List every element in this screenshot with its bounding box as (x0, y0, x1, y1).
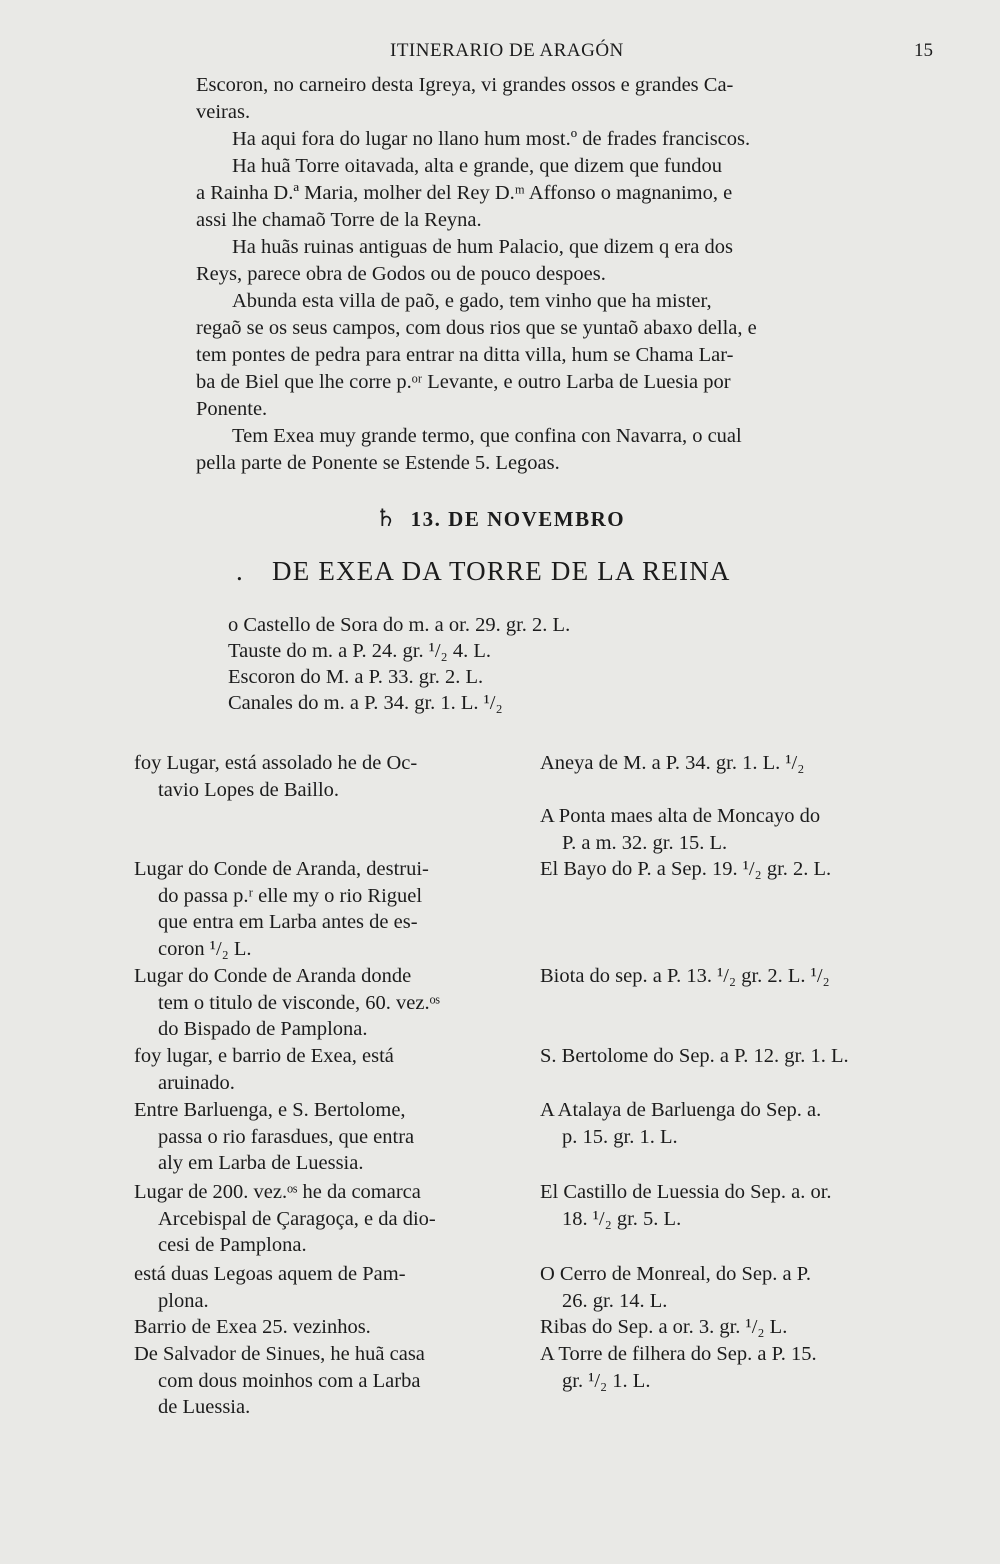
note-line: com dous moinhos com a Larba (158, 1369, 421, 1392)
route-title-dot: . (236, 556, 244, 586)
paragraph (196, 234, 840, 288)
bearing-entry (540, 1043, 895, 1070)
paragraph (196, 72, 840, 126)
bearing-line: O Cerro de Monreal, do Sep. a P. (540, 1263, 812, 1285)
bearing-line: P. a m. 32. gr. 15. L. (562, 831, 728, 854)
note-entry (134, 1179, 488, 1259)
running-title: ITINERARIO DE ARAGÓN (390, 40, 624, 61)
note-line: tavio Lopes de Baillo. (158, 778, 340, 801)
text-line: Abunda esta villa de paõ, e gado, tem vinho que ha mister, (232, 290, 712, 312)
note-line: foy lugar, e barrio de Exea, está (134, 1045, 394, 1067)
bearing-line: A Atalaya de Barluenga do Sep. a. (540, 1099, 822, 1121)
bearing-line: 26. gr. 14. L. (562, 1289, 668, 1312)
page-number: 15 (914, 40, 933, 61)
text-line: ba de Biel que lhe corre p.ᵒʳ Levante, e outro Larba de Luesia por (196, 371, 731, 393)
bearing-line: A Ponta maes alta de Moncayo do (540, 805, 821, 827)
text-line: Ha huãs ruinas antiguas de hum Palacio, que dizem q era dos (232, 236, 733, 258)
note-entry (134, 1097, 488, 1177)
bearing-line: Aneya de M. a P. 34. gr. 1. L. ¹/₂ (540, 752, 805, 774)
bearing-entry (540, 1097, 895, 1150)
note-line: do Bispado de Pamplona. (158, 1018, 368, 1040)
note-line: plona. (158, 1289, 209, 1312)
note-entry (134, 856, 488, 962)
paragraph (196, 423, 840, 477)
text-line: regaõ se os seus campos, com dous rios que se yuntaõ abaxo della, e (196, 317, 757, 339)
note-line: cesi de Pamplona. (158, 1234, 307, 1256)
note-entry (134, 1341, 488, 1421)
text-line: pella parte de Ponente se Estende 5. Legoas. (196, 452, 560, 474)
note-line: De Salvador de Sinues, he huã casa (134, 1343, 425, 1365)
text-line: a Rainha D.ª Maria, molher del Rey D.ᵐ Affonso o magnanimo, e (196, 182, 733, 204)
bearing-line: Biota do sep. a P. 13. ¹/₂ gr. 2. L. ¹/₂ (540, 965, 830, 987)
bearing-entry (540, 1261, 895, 1314)
note-line: foy Lugar, está assolado he de Oc- (134, 752, 418, 774)
bearing-entry (540, 1179, 895, 1232)
note-line: Entre Barluenga, e S. Bertolome, (134, 1099, 406, 1121)
note-line: coron ¹/₂ L. (158, 937, 252, 960)
paragraph (196, 126, 840, 153)
bearing-line: Ribas do Sep. a or. 3. gr. ¹/₂ L. (540, 1316, 788, 1338)
note-entry (134, 750, 488, 803)
bearing-line: o Castello de Sora do m. a or. 29. gr. 2. L. (228, 614, 571, 636)
note-line: Lugar de 200. vez.ᵒˢ he da comarca (134, 1181, 421, 1203)
note-line: Arcebispal de Çaragoça, e da dio- (158, 1207, 436, 1230)
note-line: aly em Larba de Luessia. (158, 1152, 364, 1174)
note-line: de Luessia. (158, 1396, 251, 1418)
running-head (0, 40, 1000, 66)
date-heading (0, 504, 1000, 533)
saturn-symbol-icon: ♄ (374, 506, 398, 532)
note-line: tem o titulo de visconde, 60. vez.ᵒˢ (158, 991, 440, 1014)
bearing-line: El Castillo de Luessia do Sep. a. or. (540, 1181, 832, 1203)
date-heading-text: 13. DE NOVEMBRO (410, 507, 626, 531)
note-line: Barrio de Exea 25. vezinhos. (134, 1316, 371, 1338)
bearing-entry (540, 963, 895, 990)
text-line: Ha huã Torre oitavada, alta e grande, que dizem que fundou (232, 155, 722, 177)
paragraph (196, 153, 840, 234)
route-title-text: DE EXEA DA TORRE DE LA REINA (272, 556, 731, 586)
bearing-line: Escoron do M. a P. 33. gr. 2. L. (228, 666, 484, 688)
bearing-line: El Bayo do P. a Sep. 19. ¹/₂ gr. 2. L. (540, 858, 832, 880)
text-line: Ha aqui fora do lugar no llano hum most.º de frades franciscos. (232, 128, 751, 150)
bearings-intro (228, 612, 708, 716)
note-line: que entra em Larba antes de es- (158, 911, 418, 933)
body-text (196, 72, 840, 477)
text-line: veiras. (196, 101, 251, 123)
bearing-line: Tauste do m. a P. 24. gr. ¹/₂ 4. L. (228, 640, 491, 662)
note-line: está duas Legoas aquem de Pam- (134, 1263, 406, 1285)
note-line: do passa p.ʳ elle my o rio Riguel (158, 884, 423, 907)
note-line: Lugar do Conde de Aranda donde (134, 965, 412, 987)
text-line: assi lhe chamaõ Torre de la Reyna. (196, 209, 482, 231)
bearing-line: gr. ¹/₂ 1. L. (562, 1369, 651, 1392)
note-entry (134, 1261, 488, 1314)
note-line: Lugar do Conde de Aranda, destrui- (134, 858, 429, 880)
text-line: Reys, parece obra de Godos ou de pouco despoes. (196, 263, 606, 285)
bearing-entry (540, 856, 895, 883)
note-entry (134, 1314, 488, 1341)
text-line: Escoron, no carneiro desta Igreya, vi grandes ossos e grandes Ca- (196, 74, 734, 96)
bearing-line: p. 15. gr. 1. L. (562, 1125, 678, 1148)
bearing-line: 18. ¹/₂ gr. 5. L. (562, 1207, 682, 1230)
bearing-entry (540, 1314, 895, 1341)
bearing-line: A Torre de filhera do Sep. a P. 15. (540, 1343, 817, 1365)
text-line: Ponente. (196, 398, 268, 420)
bearing-entry (540, 750, 895, 777)
bearing-entry (540, 1341, 895, 1394)
paragraph (196, 288, 840, 423)
bearing-line: Canales do m. a P. 34. gr. 1. L. ¹/₂ (228, 692, 503, 714)
bearing-entry (540, 803, 895, 856)
note-entry (134, 1043, 488, 1096)
note-line: passa o rio farasdues, que entra (158, 1125, 415, 1148)
text-line: Tem Exea muy grande termo, que confina con Navarra, o cual (232, 425, 742, 447)
text-line: tem pontes de pedra para entrar na ditta villa, hum se Chama Lar- (196, 344, 734, 366)
note-entry (134, 963, 488, 1043)
note-line: aruinado. (158, 1071, 235, 1094)
bearing-line: S. Bertolome do Sep. a P. 12. gr. 1. L. (540, 1045, 849, 1067)
